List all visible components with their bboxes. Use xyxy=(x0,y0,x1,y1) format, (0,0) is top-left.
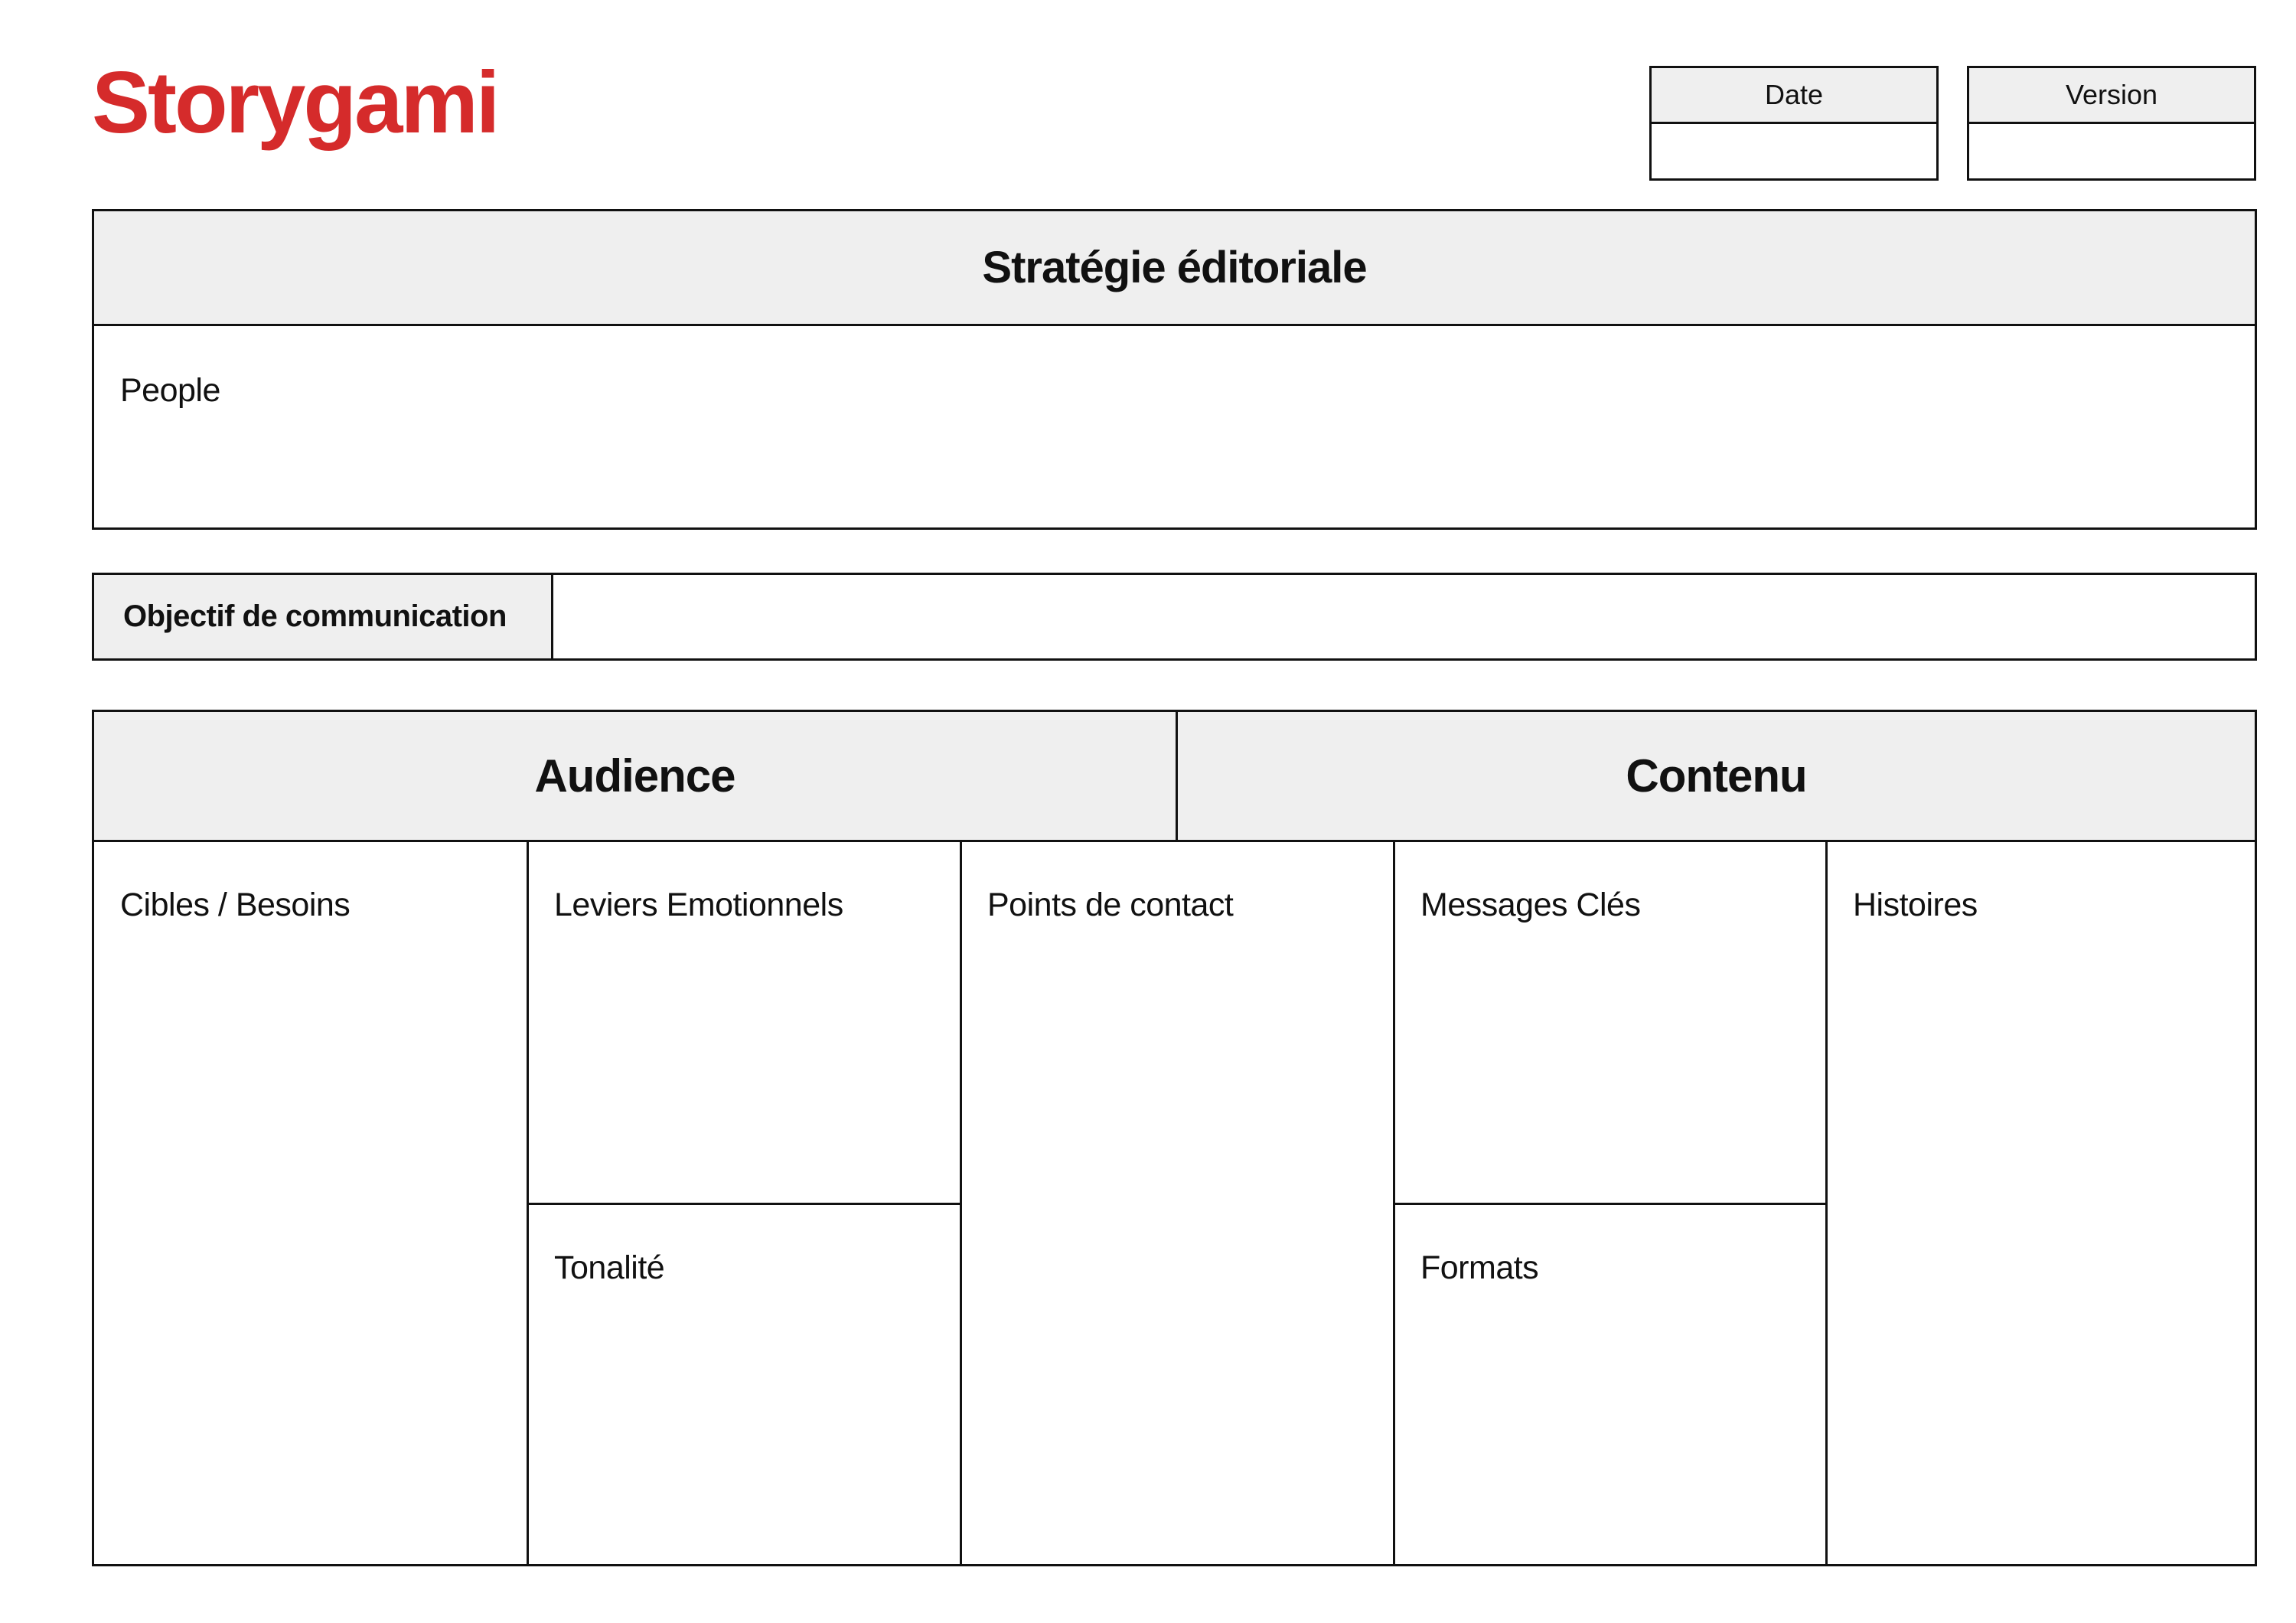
canvas-grid xyxy=(92,710,2257,1566)
date-label: Date xyxy=(1652,68,1936,124)
cibles-besoins-cell[interactable] xyxy=(94,842,527,1564)
histoires-label: Histoires xyxy=(1853,887,1978,923)
objective-label: Objectif de communication xyxy=(94,575,553,658)
storygami-logo: Storygami xyxy=(92,54,498,152)
points-de-contact-label: Points de contact xyxy=(987,887,1234,923)
histoires-cell[interactable] xyxy=(1828,842,2255,1564)
formats-cell[interactable] xyxy=(1395,1205,1825,1564)
objective-row xyxy=(92,573,2257,661)
tonalite-cell[interactable] xyxy=(529,1205,960,1564)
points-de-contact-cell[interactable] xyxy=(962,842,1393,1564)
leviers-emotionnels-cell[interactable] xyxy=(529,842,960,1203)
objective-field[interactable] xyxy=(553,575,2255,658)
strategy-title: Stratégie éditoriale xyxy=(94,211,2255,326)
leviers-emotionnels-label: Leviers Emotionnels xyxy=(554,887,843,923)
cibles-besoins-label: Cibles / Besoins xyxy=(120,887,351,923)
date-box xyxy=(1649,66,1939,181)
strategy-section xyxy=(92,209,2257,530)
people-label: People xyxy=(120,372,220,409)
messages-cles-label: Messages Clés xyxy=(1420,887,1641,923)
people-field[interactable] xyxy=(94,326,2255,527)
tonalite-label: Tonalité xyxy=(554,1249,665,1286)
messages-cles-cell[interactable] xyxy=(1395,842,1825,1203)
date-field[interactable] xyxy=(1652,124,1936,178)
audience-title: Audience xyxy=(94,712,1178,842)
version-label: Version xyxy=(1969,68,2254,124)
contenu-title: Contenu xyxy=(1178,712,2255,842)
version-box xyxy=(1967,66,2256,181)
formats-label: Formats xyxy=(1420,1249,1539,1286)
version-field[interactable] xyxy=(1969,124,2254,178)
